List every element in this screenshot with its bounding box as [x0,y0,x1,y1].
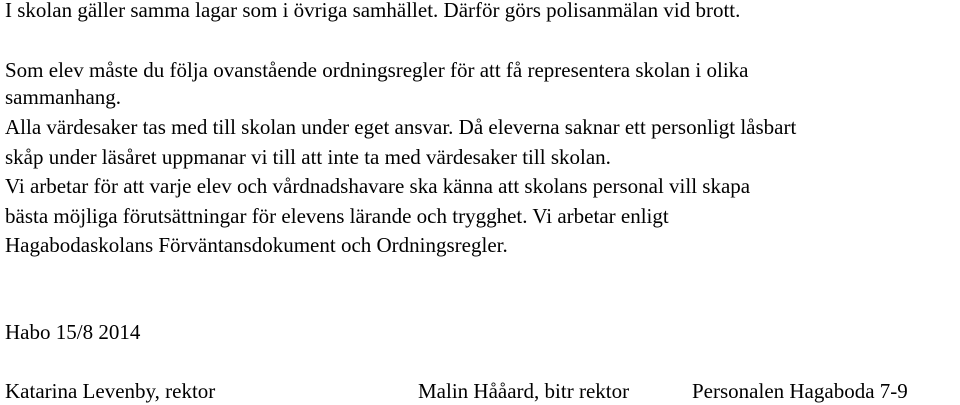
text-line-contexts: sammanhang. [5,85,122,109]
signature-staff: Personalen Hagaboda 7-9 [692,379,908,403]
place-date: Habo 15/8 2014 [5,320,141,344]
text-line-locker: skåp under läsåret uppmanar vi till att inte ta med värdesaker till skolan. [5,145,611,169]
text-line-best-conditions: bästa möjliga förutsättningar för elevens lärande och trygghet. Vi arbetar enligt [5,204,669,228]
signature-deputy-principal: Malin Hååard, bitr rektor [418,379,630,403]
text-line-valuables: Alla värdesaker tas med till skolan under eget ansvar. Då eleverna saknar ett personligt låsbart [5,115,797,139]
text-line-documents: Hagabodaskolans Förväntansdokument och Ordningsregler. [5,233,508,257]
text-line-police-report: I skolan gäller samma lagar som i övriga samhället. Därför görs polisanmälan vid brott. [5,0,741,22]
text-line-represent-school: Som elev måste du följa ovanstående ordningsregler för att få representera skolan i olika [5,58,749,82]
signature-principal: Katarina Levenby, rektor [5,379,216,403]
text-line-we-work: Vi arbetar för att varje elev och vårdnadshavare ska känna att skolans personal vill skapa [5,174,751,198]
